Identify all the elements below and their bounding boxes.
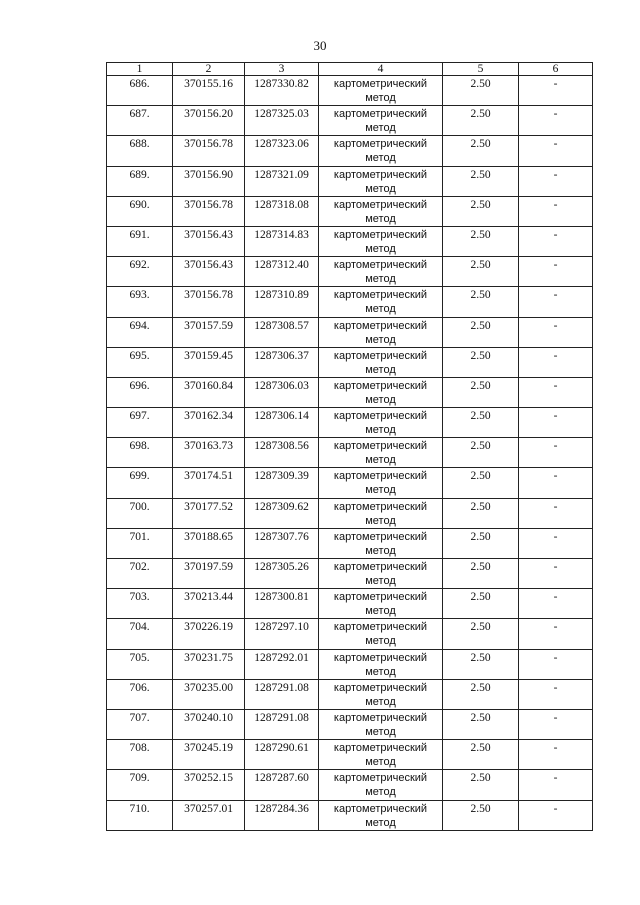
- y-coordinate-cell: 1287300.81: [245, 589, 319, 619]
- method-cell: [319, 679, 443, 709]
- y-coordinate-cell: 1287308.57: [245, 317, 319, 347]
- method-line-1: картометрический: [333, 228, 428, 241]
- column-header: 1: [107, 63, 173, 76]
- x-coordinate-cell: 370174.51: [173, 468, 245, 498]
- x-coordinate-cell: 370213.44: [173, 589, 245, 619]
- y-coordinate-cell: 1287314.83: [245, 226, 319, 256]
- error-cell: 2.50: [443, 709, 519, 739]
- x-coordinate-cell: 370160.84: [173, 377, 245, 407]
- method-line-1: картометрический: [333, 772, 428, 785]
- method-line-1: картометрический: [333, 289, 428, 302]
- y-coordinate-cell: 1287297.10: [245, 619, 319, 649]
- method-line-2: метод: [365, 152, 396, 165]
- table-row: [107, 196, 593, 226]
- x-coordinate-cell: 370163.73: [173, 438, 245, 468]
- description-cell: -: [519, 438, 593, 468]
- error-cell: 2.50: [443, 740, 519, 770]
- table-row: [107, 589, 593, 619]
- y-coordinate-cell: 1287310.89: [245, 287, 319, 317]
- x-coordinate-cell: 370156.43: [173, 257, 245, 287]
- y-coordinate-cell: 1287312.40: [245, 257, 319, 287]
- method-line-1: картометрический: [333, 530, 428, 543]
- method-line-2: метод: [365, 363, 396, 376]
- error-cell: 2.50: [443, 589, 519, 619]
- table-row: [107, 740, 593, 770]
- method-line-1: картометрический: [333, 78, 428, 90]
- y-coordinate-cell: 1287307.76: [245, 528, 319, 558]
- column-header: 4: [319, 63, 443, 76]
- error-cell: 2.50: [443, 257, 519, 287]
- point-number-cell: 701.: [107, 528, 173, 558]
- point-number-cell: 697.: [107, 408, 173, 438]
- method-line-1: картометрический: [333, 379, 428, 392]
- coordinates-table: [106, 62, 593, 831]
- table-row: [107, 679, 593, 709]
- point-number-cell: 694.: [107, 317, 173, 347]
- method-line-2: метод: [365, 816, 396, 829]
- method-line-1: картометрический: [333, 319, 428, 332]
- error-cell: 2.50: [443, 377, 519, 407]
- x-coordinate-cell: 370177.52: [173, 498, 245, 528]
- method-line-2: метод: [365, 424, 396, 437]
- description-cell: -: [519, 377, 593, 407]
- method-cell: [319, 106, 443, 136]
- point-number-cell: 688.: [107, 136, 173, 166]
- point-number-cell: 699.: [107, 468, 173, 498]
- method-cell: [319, 528, 443, 558]
- table-row: [107, 619, 593, 649]
- method-line-2: метод: [365, 665, 396, 678]
- method-line-1: картометрический: [333, 349, 428, 362]
- method-cell: [319, 559, 443, 589]
- error-cell: 2.50: [443, 679, 519, 709]
- table-row: [107, 106, 593, 136]
- method-line-1: картометрический: [333, 138, 428, 151]
- y-coordinate-cell: 1287330.82: [245, 76, 319, 106]
- table-row: [107, 226, 593, 256]
- method-cell: [319, 770, 443, 800]
- method-line-2: метод: [365, 393, 396, 406]
- error-cell: 2.50: [443, 438, 519, 468]
- error-cell: 2.50: [443, 136, 519, 166]
- method-line-2: метод: [365, 635, 396, 648]
- description-cell: -: [519, 136, 593, 166]
- description-cell: -: [519, 196, 593, 226]
- description-cell: -: [519, 528, 593, 558]
- table-row: [107, 559, 593, 589]
- y-coordinate-cell: 1287309.39: [245, 468, 319, 498]
- description-cell: -: [519, 76, 593, 106]
- method-line-2: метод: [365, 122, 396, 135]
- method-cell: [319, 196, 443, 226]
- method-line-1: картометрический: [333, 561, 428, 573]
- method-cell: [319, 498, 443, 528]
- x-coordinate-cell: 370162.34: [173, 408, 245, 438]
- error-cell: 2.50: [443, 347, 519, 377]
- y-coordinate-cell: 1287321.09: [245, 166, 319, 196]
- x-coordinate-cell: 370156.78: [173, 287, 245, 317]
- method-line-2: метод: [365, 242, 396, 255]
- method-line-2: метод: [365, 454, 396, 467]
- description-cell: -: [519, 740, 593, 770]
- method-line-2: метод: [365, 514, 396, 527]
- method-line-2: метод: [365, 182, 396, 195]
- method-cell: [319, 317, 443, 347]
- method-cell: [319, 257, 443, 287]
- method-line-2: метод: [365, 303, 396, 316]
- method-line-1: картометрический: [333, 651, 428, 664]
- method-line-1: картометрический: [333, 470, 428, 483]
- x-coordinate-cell: 370197.59: [173, 559, 245, 589]
- method-line-1: картометрический: [333, 198, 428, 211]
- y-coordinate-cell: 1287292.01: [245, 649, 319, 679]
- error-cell: 2.50: [443, 619, 519, 649]
- method-cell: [319, 468, 443, 498]
- x-coordinate-cell: 370240.10: [173, 709, 245, 739]
- table-row: [107, 649, 593, 679]
- description-cell: -: [519, 709, 593, 739]
- description-cell: -: [519, 347, 593, 377]
- x-coordinate-cell: 370156.90: [173, 166, 245, 196]
- table-row: [107, 287, 593, 317]
- description-cell: -: [519, 679, 593, 709]
- description-cell: -: [519, 166, 593, 196]
- table-row: [107, 709, 593, 739]
- x-coordinate-cell: 370156.43: [173, 226, 245, 256]
- description-cell: -: [519, 226, 593, 256]
- method-line-1: картометрический: [333, 742, 428, 755]
- x-coordinate-cell: 370252.15: [173, 770, 245, 800]
- method-cell: [319, 649, 443, 679]
- point-number-cell: 686.: [107, 76, 173, 106]
- method-line-1: картометрический: [333, 440, 428, 453]
- description-cell: -: [519, 589, 593, 619]
- error-cell: 2.50: [443, 287, 519, 317]
- error-cell: 2.50: [443, 770, 519, 800]
- method-line-1: картометрический: [333, 802, 428, 815]
- y-coordinate-cell: 1287291.08: [245, 709, 319, 739]
- y-coordinate-cell: 1287306.37: [245, 347, 319, 377]
- y-coordinate-cell: 1287284.36: [245, 800, 319, 830]
- y-coordinate-cell: 1287308.56: [245, 438, 319, 468]
- y-coordinate-cell: 1287318.08: [245, 196, 319, 226]
- method-line-2: метод: [365, 484, 396, 497]
- description-cell: -: [519, 800, 593, 830]
- method-line-2: метод: [365, 756, 396, 769]
- point-number-cell: 689.: [107, 166, 173, 196]
- table-row: [107, 377, 593, 407]
- point-number-cell: 704.: [107, 619, 173, 649]
- point-number-cell: 698.: [107, 438, 173, 468]
- method-cell: [319, 347, 443, 377]
- point-number-cell: 700.: [107, 498, 173, 528]
- method-line-2: метод: [365, 786, 396, 799]
- x-coordinate-cell: 370157.59: [173, 317, 245, 347]
- point-number-cell: 702.: [107, 559, 173, 589]
- error-cell: 2.50: [443, 649, 519, 679]
- error-cell: 2.50: [443, 468, 519, 498]
- point-number-cell: 695.: [107, 347, 173, 377]
- method-line-2: метод: [365, 92, 396, 104]
- column-header: 2: [173, 63, 245, 76]
- table-body: [107, 76, 593, 831]
- point-number-cell: 691.: [107, 226, 173, 256]
- table-row: [107, 528, 593, 558]
- x-coordinate-cell: 370156.78: [173, 136, 245, 166]
- method-cell: [319, 287, 443, 317]
- x-coordinate-cell: 370188.65: [173, 528, 245, 558]
- x-coordinate-cell: 370156.20: [173, 106, 245, 136]
- method-line-1: картометрический: [333, 259, 428, 272]
- column-header: 5: [443, 63, 519, 76]
- method-line-1: картометрический: [333, 108, 428, 121]
- point-number-cell: 693.: [107, 287, 173, 317]
- error-cell: 2.50: [443, 317, 519, 347]
- table-row: [107, 257, 593, 287]
- error-cell: 2.50: [443, 166, 519, 196]
- point-number-cell: 707.: [107, 709, 173, 739]
- method-cell: [319, 377, 443, 407]
- error-cell: 2.50: [443, 106, 519, 136]
- point-number-cell: 708.: [107, 740, 173, 770]
- method-cell: [319, 800, 443, 830]
- method-cell: [319, 709, 443, 739]
- method-line-1: картометрический: [333, 500, 428, 513]
- error-cell: 2.50: [443, 196, 519, 226]
- y-coordinate-cell: 1287325.03: [245, 106, 319, 136]
- table-row: [107, 347, 593, 377]
- method-line-1: картометрический: [333, 168, 428, 181]
- description-cell: -: [519, 408, 593, 438]
- method-cell: [319, 619, 443, 649]
- description-cell: -: [519, 257, 593, 287]
- point-number-cell: 705.: [107, 649, 173, 679]
- column-header: 6: [519, 63, 593, 76]
- x-coordinate-cell: 370155.16: [173, 76, 245, 106]
- description-cell: -: [519, 287, 593, 317]
- method-cell: [319, 438, 443, 468]
- error-cell: 2.50: [443, 408, 519, 438]
- method-cell: [319, 136, 443, 166]
- method-line-1: картометрический: [333, 410, 428, 423]
- x-coordinate-cell: 370226.19: [173, 619, 245, 649]
- description-cell: -: [519, 649, 593, 679]
- y-coordinate-cell: 1287323.06: [245, 136, 319, 166]
- error-cell: 2.50: [443, 76, 519, 106]
- method-line-2: метод: [365, 212, 396, 225]
- method-line-2: метод: [365, 544, 396, 557]
- description-cell: -: [519, 468, 593, 498]
- point-number-cell: 696.: [107, 377, 173, 407]
- method-line-1: картометрический: [333, 681, 428, 694]
- point-number-cell: 692.: [107, 257, 173, 287]
- table-row: [107, 317, 593, 347]
- table-header-row: [107, 63, 593, 76]
- table-row: [107, 800, 593, 830]
- table-row: [107, 136, 593, 166]
- description-cell: -: [519, 106, 593, 136]
- method-line-2: метод: [365, 273, 396, 286]
- table-row: [107, 770, 593, 800]
- column-header: 3: [245, 63, 319, 76]
- description-cell: -: [519, 770, 593, 800]
- x-coordinate-cell: 370231.75: [173, 649, 245, 679]
- point-number-cell: 709.: [107, 770, 173, 800]
- y-coordinate-cell: 1287287.60: [245, 770, 319, 800]
- method-line-2: метод: [365, 605, 396, 618]
- y-coordinate-cell: 1287305.26: [245, 559, 319, 589]
- table-row: [107, 498, 593, 528]
- method-line-2: метод: [365, 575, 396, 587]
- y-coordinate-cell: 1287290.61: [245, 740, 319, 770]
- table-row: [107, 438, 593, 468]
- x-coordinate-cell: 370159.45: [173, 347, 245, 377]
- error-cell: 2.50: [443, 528, 519, 558]
- method-cell: [319, 589, 443, 619]
- point-number-cell: 706.: [107, 679, 173, 709]
- method-line-1: картометрический: [333, 711, 428, 724]
- method-line-1: картометрический: [333, 591, 428, 604]
- method-line-2: метод: [365, 725, 396, 738]
- y-coordinate-cell: 1287309.62: [245, 498, 319, 528]
- point-number-cell: 690.: [107, 196, 173, 226]
- method-line-2: метод: [365, 333, 396, 346]
- table-row: [107, 408, 593, 438]
- method-cell: [319, 408, 443, 438]
- error-cell: 2.50: [443, 559, 519, 589]
- method-cell: [319, 226, 443, 256]
- method-cell: [319, 76, 443, 106]
- error-cell: 2.50: [443, 800, 519, 830]
- method-cell: [319, 166, 443, 196]
- error-cell: 2.50: [443, 498, 519, 528]
- table-row: [107, 166, 593, 196]
- point-number-cell: 687.: [107, 106, 173, 136]
- page-number: 30: [313, 38, 327, 53]
- point-number-cell: 703.: [107, 589, 173, 619]
- method-line-1: картометрический: [333, 621, 428, 634]
- x-coordinate-cell: 370156.78: [173, 196, 245, 226]
- description-cell: -: [519, 498, 593, 528]
- method-line-2: метод: [365, 695, 396, 708]
- error-cell: 2.50: [443, 226, 519, 256]
- y-coordinate-cell: 1287306.14: [245, 408, 319, 438]
- table-row: [107, 76, 593, 106]
- point-number-cell: 710.: [107, 800, 173, 830]
- y-coordinate-cell: 1287306.03: [245, 377, 319, 407]
- description-cell: -: [519, 559, 593, 589]
- method-cell: [319, 740, 443, 770]
- y-coordinate-cell: 1287291.08: [245, 679, 319, 709]
- x-coordinate-cell: 370257.01: [173, 800, 245, 830]
- description-cell: -: [519, 317, 593, 347]
- x-coordinate-cell: 370245.19: [173, 740, 245, 770]
- table-row: [107, 468, 593, 498]
- description-cell: -: [519, 619, 593, 649]
- x-coordinate-cell: 370235.00: [173, 679, 245, 709]
